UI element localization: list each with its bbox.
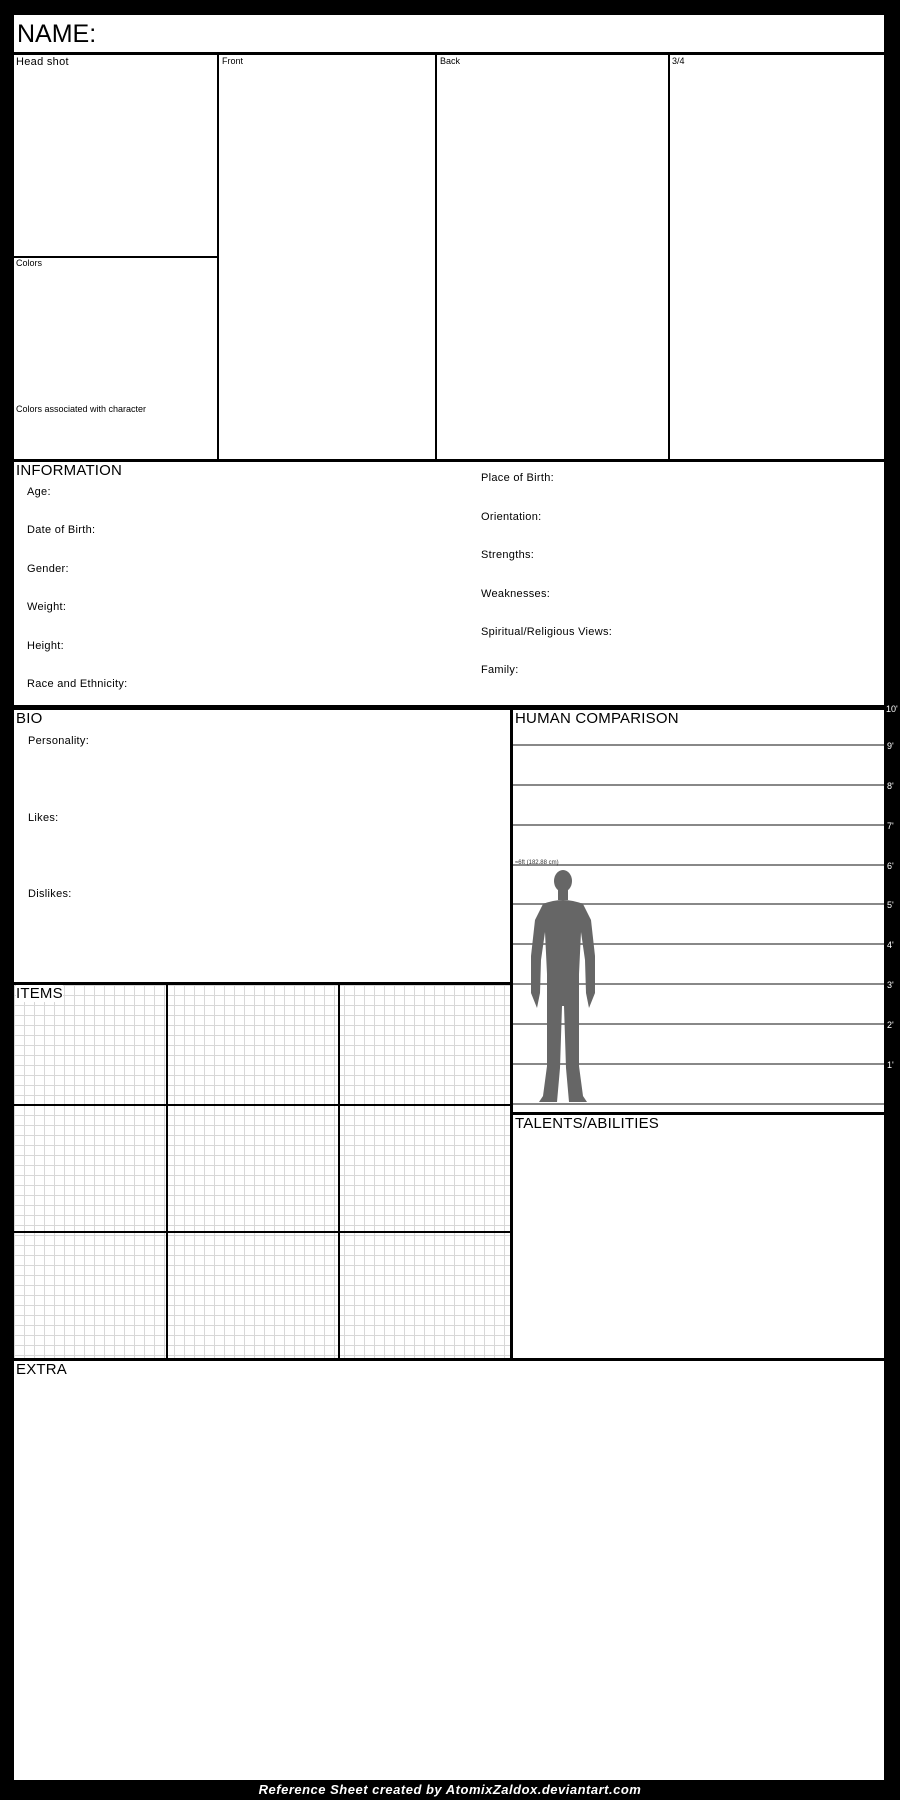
scale-label-4: 4' xyxy=(887,940,894,950)
colors-label: Colors xyxy=(16,258,43,268)
scale-label-8: 8' xyxy=(887,781,894,791)
field-strengths[interactable]: Strengths: xyxy=(481,549,535,561)
front-label: Front xyxy=(222,56,244,66)
field-height[interactable]: Height: xyxy=(27,640,64,652)
items-divider xyxy=(14,1231,510,1233)
three-quarter-view-panel[interactable] xyxy=(670,55,884,459)
colors-note: Colors associated with character xyxy=(16,404,147,414)
scale-label-7: 7' xyxy=(887,821,894,831)
field-dislikes[interactable]: Dislikes: xyxy=(28,888,72,900)
bio-panel xyxy=(14,710,510,982)
scale-label-6: 6' xyxy=(887,861,894,871)
field-family[interactable]: Family: xyxy=(481,664,519,676)
extra-panel[interactable] xyxy=(14,1361,884,1780)
field-date-of-birth[interactable]: Date of Birth: xyxy=(27,524,96,536)
talents-title: TALENTS/ABILITIES xyxy=(515,1115,659,1132)
field-age[interactable]: Age: xyxy=(27,486,51,498)
scale-label-3: 3' xyxy=(887,980,894,990)
information-panel xyxy=(14,462,884,705)
scale-label-9: 9' xyxy=(887,741,894,751)
talents-panel[interactable] xyxy=(513,1115,884,1358)
scale-label-10: 10' xyxy=(886,704,898,714)
field-spiritual-views[interactable]: Spiritual/Religious Views: xyxy=(481,626,613,638)
items-title: ITEMS xyxy=(16,985,63,1002)
headshot-panel[interactable] xyxy=(14,55,217,256)
scale-label-2: 2' xyxy=(887,1020,894,1030)
extra-title: EXTRA xyxy=(16,1361,68,1378)
field-gender[interactable]: Gender: xyxy=(27,563,69,575)
three-quarter-label: 3/4 xyxy=(672,56,685,66)
field-likes[interactable]: Likes: xyxy=(28,812,59,824)
field-place-of-birth[interactable]: Place of Birth: xyxy=(481,472,554,484)
items-grid-panel[interactable] xyxy=(14,985,510,1358)
height-chart xyxy=(513,710,884,1112)
bio-title: BIO xyxy=(16,710,43,727)
colors-panel[interactable] xyxy=(14,258,217,459)
back-view-panel[interactable] xyxy=(437,55,668,459)
field-weaknesses[interactable]: Weaknesses: xyxy=(481,588,551,600)
items-divider xyxy=(338,985,340,1358)
headshot-label: Head shot xyxy=(16,56,69,68)
field-orientation[interactable]: Orientation: xyxy=(481,511,542,523)
back-label: Back xyxy=(440,56,461,66)
name-box[interactable] xyxy=(14,15,884,52)
information-title: INFORMATION xyxy=(16,462,123,479)
scale-label-1: 1' xyxy=(887,1060,894,1070)
field-race-ethnicity[interactable]: Race and Ethnicity: xyxy=(27,678,128,690)
name-label: NAME: xyxy=(17,20,97,48)
field-weight[interactable]: Weight: xyxy=(27,601,67,613)
items-divider xyxy=(166,985,168,1358)
figure-height-note: ≈6ft (182.88 cm) xyxy=(515,860,559,866)
field-personality[interactable]: Personality: xyxy=(28,735,90,747)
scale-label-5: 5' xyxy=(887,900,894,910)
front-view-panel[interactable] xyxy=(219,55,435,459)
footer-credit: Reference Sheet created by AtomixZaldox.deviantart.com xyxy=(258,1782,642,1797)
human-comparison-panel xyxy=(513,710,884,1112)
comparison-title: HUMAN COMPARISON xyxy=(515,710,679,727)
items-divider xyxy=(14,1104,510,1106)
